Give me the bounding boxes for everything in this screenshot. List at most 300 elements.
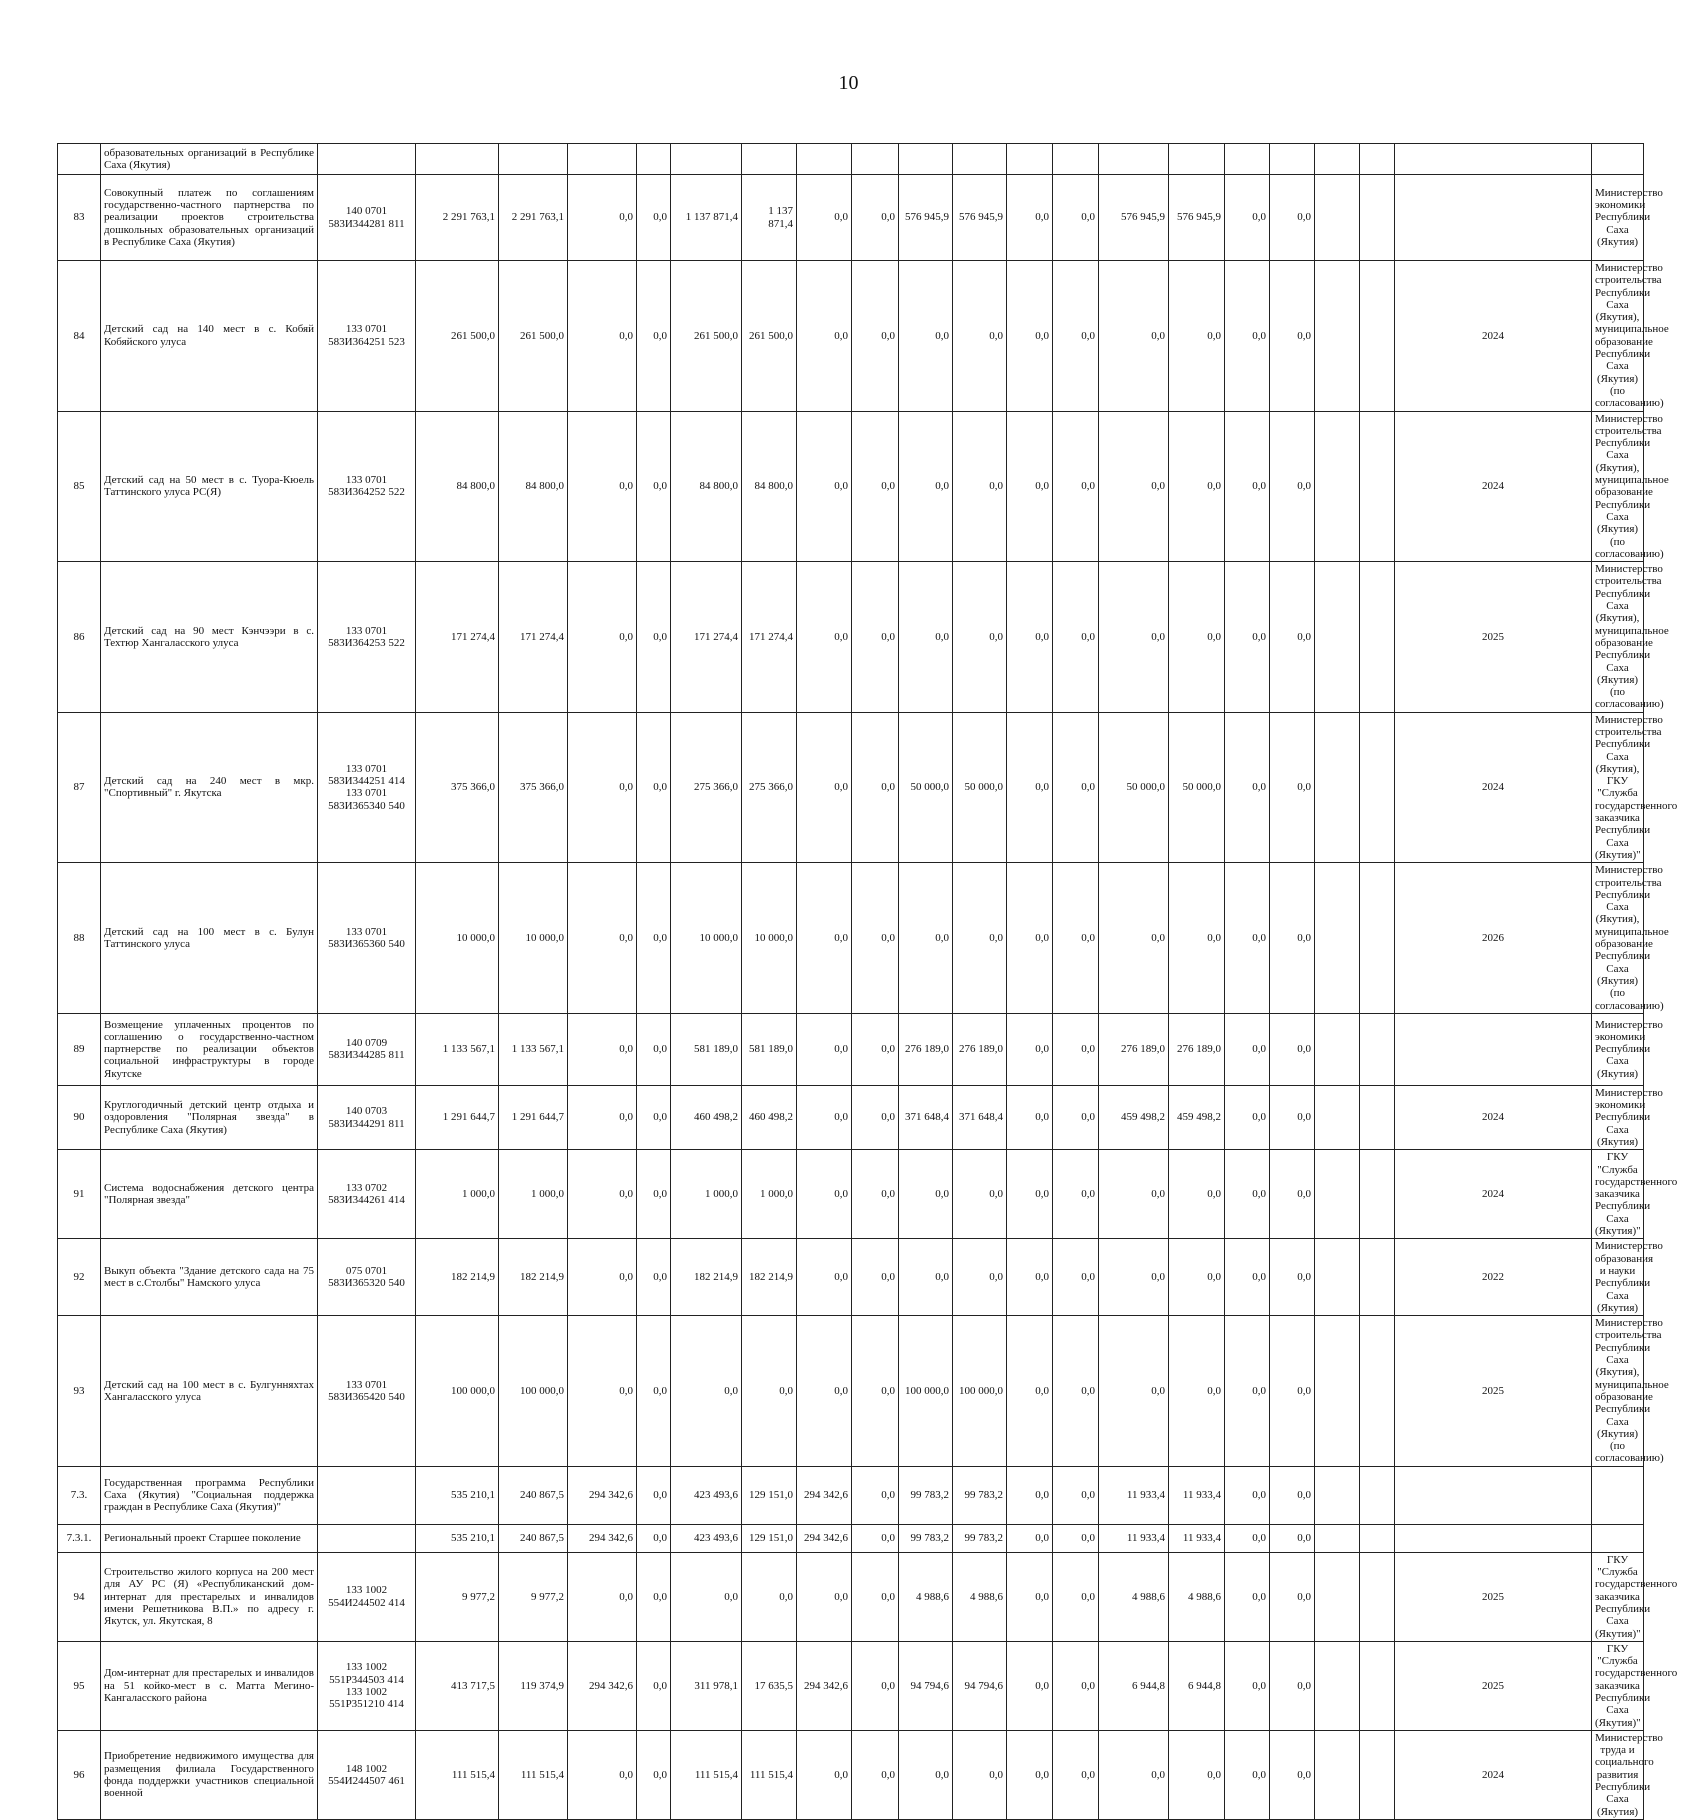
amount-cell: 1 133 567,1: [416, 1013, 499, 1085]
responsible-cell: [1592, 1524, 1644, 1552]
amount-cell: 10 000,0: [671, 863, 742, 1014]
amount-cell: 0,0: [1169, 1239, 1225, 1316]
amount-cell: 0,0: [1270, 1013, 1315, 1085]
table-row: [58, 863, 1644, 1014]
amount-cell: 423 493,6: [671, 1524, 742, 1552]
amount-cell: 0,0: [568, 1552, 637, 1641]
amount-cell: 0,0: [797, 411, 852, 562]
amount-cell: [1315, 144, 1360, 175]
amount-cell: 4 988,6: [1169, 1552, 1225, 1641]
amount-cell: 2 291 763,1: [499, 175, 568, 261]
amount-cell: [1360, 1524, 1395, 1552]
row-name: Дом-интернат для престарелых и инвалидов на 51 койко-мест в с. Матта Мегино-Кангаласского района: [101, 1641, 318, 1730]
amount-cell: [1315, 411, 1360, 562]
amount-cell: [568, 144, 637, 175]
amount-cell: 0,0: [852, 261, 899, 412]
amount-cell: 276 189,0: [1169, 1013, 1225, 1085]
amount-cell: 1 000,0: [499, 1150, 568, 1239]
amount-cell: [1360, 562, 1395, 713]
amount-cell: 0,0: [852, 712, 899, 863]
amount-cell: 0,0: [797, 175, 852, 261]
amount-cell: 0,0: [1169, 1730, 1225, 1819]
amount-cell: 17 635,5: [742, 1641, 797, 1730]
amount-cell: 0,0: [568, 175, 637, 261]
year-cell: 2024: [1395, 1730, 1592, 1819]
amount-cell: [1360, 1316, 1395, 1467]
responsible-cell: Министерство труда и социального развития Республики Саха (Якутия): [1592, 1730, 1644, 1819]
row-name: Региональный проект Старшее поколение: [101, 1524, 318, 1552]
table-row: [58, 562, 1644, 713]
amount-cell: 100 000,0: [499, 1316, 568, 1467]
amount-cell: 0,0: [797, 863, 852, 1014]
amount-cell: 99 783,2: [953, 1466, 1007, 1524]
year-cell: 2025: [1395, 1552, 1592, 1641]
amount-cell: [1360, 1552, 1395, 1641]
amount-cell: 0,0: [637, 1524, 671, 1552]
amount-cell: 0,0: [1169, 261, 1225, 412]
amount-cell: 0,0: [1053, 175, 1099, 261]
amount-cell: 0,0: [1270, 562, 1315, 713]
amount-cell: 0,0: [1270, 261, 1315, 412]
amount-cell: [1360, 1085, 1395, 1149]
row-name: Детский сад на 240 мест в мкр. "Спортивный" г. Якутска: [101, 712, 318, 863]
amount-cell: 0,0: [1053, 1730, 1099, 1819]
amount-cell: 371 648,4: [953, 1085, 1007, 1149]
year-cell: 2024: [1395, 712, 1592, 863]
amount-cell: [1315, 261, 1360, 412]
amount-cell: 0,0: [1270, 175, 1315, 261]
amount-cell: 119 374,9: [499, 1641, 568, 1730]
amount-cell: [1053, 144, 1099, 175]
year-cell: 2024: [1395, 1150, 1592, 1239]
row-name: Система водоснабжения детского центра "Полярная звезда": [101, 1150, 318, 1239]
year-cell: 2025: [1395, 1641, 1592, 1730]
amount-cell: 0,0: [1225, 1524, 1270, 1552]
row-number: 86: [58, 562, 101, 713]
amount-cell: 84 800,0: [671, 411, 742, 562]
amount-cell: 0,0: [1225, 1085, 1270, 1149]
amount-cell: 0,0: [568, 261, 637, 412]
amount-cell: 0,0: [1007, 712, 1053, 863]
amount-cell: 0,0: [637, 1239, 671, 1316]
amount-cell: 0,0: [1225, 1013, 1270, 1085]
amount-cell: 171 274,4: [499, 562, 568, 713]
amount-cell: 0,0: [637, 175, 671, 261]
amount-cell: 0,0: [568, 1730, 637, 1819]
amount-cell: 240 867,5: [499, 1524, 568, 1552]
table-row: [58, 1150, 1644, 1239]
amount-cell: 0,0: [1270, 1524, 1315, 1552]
budget-code: 133 0701 583И365360 540: [318, 863, 416, 1014]
amount-cell: [637, 144, 671, 175]
table-body: [58, 144, 1678, 1820]
budget-code: 133 0702 583И344261 414: [318, 1150, 416, 1239]
row-name: Детский сад на 90 мест Кэнчээри в с. Техтюр Хангаласского улуса: [101, 562, 318, 713]
table-row: [58, 175, 1644, 261]
amount-cell: 0,0: [899, 1730, 953, 1819]
amount-cell: 0,0: [1270, 1239, 1315, 1316]
budget-code: 075 0701 583И365320 540: [318, 1239, 416, 1316]
responsible-cell: Министерство экономики Республики Саха (Якутия): [1592, 1013, 1644, 1085]
amount-cell: [1315, 1466, 1360, 1524]
amount-cell: [1315, 863, 1360, 1014]
amount-cell: 0,0: [797, 1013, 852, 1085]
row-number: 87: [58, 712, 101, 863]
amount-cell: 84 800,0: [416, 411, 499, 562]
responsible-cell: Министерство строительства Республики Саха (Якутия), муниципальное образование Республики Саха (Якутия) (по согласованию): [1592, 411, 1644, 562]
amount-cell: 294 342,6: [797, 1641, 852, 1730]
row-number: 96: [58, 1730, 101, 1819]
amount-cell: 0,0: [1053, 1552, 1099, 1641]
amount-cell: 50 000,0: [899, 712, 953, 863]
amount-cell: 423 493,6: [671, 1466, 742, 1524]
row-name: Совокупный платеж по соглашениям государственно-частного партнерства по реализации проектов строительства дошкольных образовательных организаций в Республике Саха (Якутия): [101, 175, 318, 261]
amount-cell: 0,0: [1169, 1316, 1225, 1467]
budget-code: [318, 144, 416, 175]
amount-cell: 0,0: [1099, 562, 1169, 713]
amount-cell: 0,0: [1007, 1239, 1053, 1316]
budget-code: 140 0709 583И344285 811: [318, 1013, 416, 1085]
amount-cell: 0,0: [899, 562, 953, 713]
amount-cell: [1360, 175, 1395, 261]
amount-cell: 0,0: [852, 411, 899, 562]
amount-cell: 0,0: [671, 1552, 742, 1641]
amount-cell: 0,0: [637, 1552, 671, 1641]
amount-cell: 0,0: [637, 863, 671, 1014]
amount-cell: 0,0: [852, 1316, 899, 1467]
amount-cell: 0,0: [1169, 863, 1225, 1014]
amount-cell: 311 978,1: [671, 1641, 742, 1730]
amount-cell: 111 515,4: [742, 1730, 797, 1819]
responsible-cell: [1592, 144, 1644, 175]
amount-cell: 11 933,4: [1099, 1466, 1169, 1524]
amount-cell: 0,0: [1270, 712, 1315, 863]
responsible-cell: Министерство экономики Республики Саха (Якутия): [1592, 1085, 1644, 1149]
amount-cell: 99 783,2: [899, 1466, 953, 1524]
year-cell: [1395, 144, 1592, 175]
budget-code: 133 0701 583И364252 522: [318, 411, 416, 562]
amount-cell: 171 274,4: [416, 562, 499, 713]
row-number: 93: [58, 1316, 101, 1467]
amount-cell: 0,0: [1225, 562, 1270, 713]
amount-cell: 576 945,9: [1169, 175, 1225, 261]
amount-cell: [1360, 1013, 1395, 1085]
amount-cell: 275 366,0: [671, 712, 742, 863]
amount-cell: 4 988,6: [899, 1552, 953, 1641]
year-cell: 2026: [1395, 863, 1592, 1014]
amount-cell: 294 342,6: [797, 1466, 852, 1524]
amount-cell: 0,0: [953, 863, 1007, 1014]
amount-cell: 182 214,9: [416, 1239, 499, 1316]
amount-cell: 460 498,2: [671, 1085, 742, 1149]
row-number: 88: [58, 863, 101, 1014]
row-number: 83: [58, 175, 101, 261]
amount-cell: 535 210,1: [416, 1524, 499, 1552]
amount-cell: 581 189,0: [671, 1013, 742, 1085]
amount-cell: 1 291 644,7: [416, 1085, 499, 1149]
amount-cell: 0,0: [1225, 175, 1270, 261]
amount-cell: 0,0: [568, 1085, 637, 1149]
amount-cell: 0,0: [1225, 261, 1270, 412]
amount-cell: 0,0: [742, 1552, 797, 1641]
page-number: 10: [838, 72, 859, 94]
amount-cell: 0,0: [1053, 1013, 1099, 1085]
amount-cell: 0,0: [1099, 1316, 1169, 1467]
amount-cell: 182 214,9: [499, 1239, 568, 1316]
amount-cell: 0,0: [1099, 261, 1169, 412]
amount-cell: 0,0: [1225, 1641, 1270, 1730]
amount-cell: 0,0: [797, 1552, 852, 1641]
row-number: 92: [58, 1239, 101, 1316]
amount-cell: 0,0: [1270, 863, 1315, 1014]
table-row: [58, 1316, 1644, 1467]
responsible-cell: Министерство строительства Республики Саха (Якутия), муниципальное образование Республики Саха (Якутия) (по согласованию): [1592, 863, 1644, 1014]
amount-cell: 0,0: [1270, 411, 1315, 562]
amount-cell: 261 500,0: [499, 261, 568, 412]
amount-cell: 576 945,9: [953, 175, 1007, 261]
amount-cell: 0,0: [1053, 1316, 1099, 1467]
amount-cell: 261 500,0: [671, 261, 742, 412]
amount-cell: 0,0: [568, 1239, 637, 1316]
amount-cell: 182 214,9: [742, 1239, 797, 1316]
amount-cell: 10 000,0: [416, 863, 499, 1014]
amount-cell: 0,0: [1225, 863, 1270, 1014]
amount-cell: 11 933,4: [1099, 1524, 1169, 1552]
amount-cell: 0,0: [637, 1013, 671, 1085]
amount-cell: 0,0: [1007, 261, 1053, 412]
amount-cell: 0,0: [852, 1239, 899, 1316]
amount-cell: [1360, 863, 1395, 1014]
amount-cell: [1315, 1013, 1360, 1085]
table-row: [58, 1641, 1644, 1730]
row-name: Возмещение уплаченных процентов по соглашению о государственно-частном партнерстве по реализации объектов социальной инфраструктуры в городе Якутске: [101, 1013, 318, 1085]
amount-cell: 0,0: [852, 1466, 899, 1524]
row-name: Приобретение недвижимого имущества для размещения филиала Государственного фонда поддержки участников специальной военной: [101, 1730, 318, 1819]
table-row: [58, 144, 1644, 175]
amount-cell: 0,0: [1225, 1239, 1270, 1316]
amount-cell: 0,0: [1270, 1466, 1315, 1524]
amount-cell: 0,0: [852, 1013, 899, 1085]
amount-cell: [1360, 1641, 1395, 1730]
amount-cell: 1 291 644,7: [499, 1085, 568, 1149]
amount-cell: [1315, 175, 1360, 261]
amount-cell: 84 800,0: [742, 411, 797, 562]
amount-cell: 94 794,6: [953, 1641, 1007, 1730]
year-cell: 2024: [1395, 411, 1592, 562]
amount-cell: 0,0: [1225, 411, 1270, 562]
amount-cell: 0,0: [852, 1150, 899, 1239]
amount-cell: 0,0: [637, 261, 671, 412]
amount-cell: [1225, 144, 1270, 175]
amount-cell: [1360, 261, 1395, 412]
amount-cell: 0,0: [953, 1150, 1007, 1239]
amount-cell: 0,0: [953, 562, 1007, 713]
year-cell: 2025: [1395, 562, 1592, 713]
amount-cell: 276 189,0: [899, 1013, 953, 1085]
amount-cell: [742, 144, 797, 175]
amount-cell: 50 000,0: [953, 712, 1007, 863]
table-row: [58, 1013, 1644, 1085]
table-row: [58, 1085, 1644, 1149]
amount-cell: 0,0: [1270, 1085, 1315, 1149]
amount-cell: 10 000,0: [742, 863, 797, 1014]
amount-cell: 0,0: [1007, 1552, 1053, 1641]
amount-cell: 0,0: [1053, 1641, 1099, 1730]
row-name: Детский сад на 100 мест в с. Булун Таттинского улуса: [101, 863, 318, 1014]
amount-cell: 0,0: [1270, 1150, 1315, 1239]
row-number: 94: [58, 1552, 101, 1641]
amount-cell: 0,0: [899, 261, 953, 412]
year-cell: 2024: [1395, 1085, 1592, 1149]
amount-cell: 0,0: [797, 261, 852, 412]
amount-cell: 0,0: [1053, 1150, 1099, 1239]
responsible-cell: Министерство строительства Республики Саха (Якутия), ГКУ "Служба государственного заказчика Республики Саха (Якутия)": [1592, 712, 1644, 863]
amount-cell: 2 291 763,1: [416, 175, 499, 261]
row-number: 84: [58, 261, 101, 412]
amount-cell: [953, 144, 1007, 175]
amount-cell: [1007, 144, 1053, 175]
amount-cell: 0,0: [637, 1085, 671, 1149]
amount-cell: 0,0: [1007, 863, 1053, 1014]
amount-cell: 1 000,0: [416, 1150, 499, 1239]
amount-cell: 6 944,8: [1169, 1641, 1225, 1730]
amount-cell: 276 189,0: [953, 1013, 1007, 1085]
amount-cell: 0,0: [852, 562, 899, 713]
row-name: Государственная программа Республики Саха (Якутия) "Социальная поддержка граждан в Республике Саха (Якутия)": [101, 1466, 318, 1524]
amount-cell: 4 988,6: [1099, 1552, 1169, 1641]
table-row: [58, 1730, 1644, 1819]
amount-cell: [1315, 562, 1360, 713]
amount-cell: 0,0: [1270, 1316, 1315, 1467]
row-number: 7.3.1.: [58, 1524, 101, 1552]
amount-cell: 0,0: [852, 1085, 899, 1149]
amount-cell: 4 988,6: [953, 1552, 1007, 1641]
year-cell: 2024: [1395, 261, 1592, 412]
amount-cell: 0,0: [637, 1150, 671, 1239]
budget-code: 133 0701 583И365420 540: [318, 1316, 416, 1467]
amount-cell: 0,0: [953, 411, 1007, 562]
amount-cell: [499, 144, 568, 175]
amount-cell: 413 717,5: [416, 1641, 499, 1730]
responsible-cell: ГКУ "Служба государственного заказчика Республики Саха (Якутия)": [1592, 1150, 1644, 1239]
row-name: Строительство жилого корпуса на 200 мест для АУ РС (Я) «Республиканский дом-интернат для престарелых и инвалидов имени Решетникова В.П.» по адресу г. Якутск, ул. Якутская, 8: [101, 1552, 318, 1641]
amount-cell: 0,0: [1007, 411, 1053, 562]
amount-cell: 0,0: [797, 1150, 852, 1239]
amount-cell: 0,0: [797, 1085, 852, 1149]
amount-cell: 0,0: [953, 1730, 1007, 1819]
year-cell: [1395, 175, 1592, 261]
amount-cell: 1 137 871,4: [671, 175, 742, 261]
amount-cell: 0,0: [568, 562, 637, 713]
amount-cell: 6 944,8: [1099, 1641, 1169, 1730]
table-row: [58, 1466, 1644, 1524]
amount-cell: [1315, 1239, 1360, 1316]
amount-cell: 0,0: [797, 1730, 852, 1819]
amount-cell: 0,0: [1225, 1316, 1270, 1467]
amount-cell: 459 498,2: [1099, 1085, 1169, 1149]
amount-cell: 0,0: [1270, 1552, 1315, 1641]
amount-cell: 0,0: [1169, 1150, 1225, 1239]
amount-cell: 0,0: [637, 411, 671, 562]
budget-code: 133 1002 554И244502 414: [318, 1552, 416, 1641]
amount-cell: 0,0: [1169, 562, 1225, 713]
amount-cell: 0,0: [852, 175, 899, 261]
amount-cell: [671, 144, 742, 175]
amount-cell: 99 783,2: [899, 1524, 953, 1552]
amount-cell: 535 210,1: [416, 1466, 499, 1524]
budget-code: 140 0703 583И344291 811: [318, 1085, 416, 1149]
responsible-cell: ГКУ "Служба государственного заказчика Республики Саха (Якутия)": [1592, 1552, 1644, 1641]
amount-cell: 0,0: [1225, 1150, 1270, 1239]
budget-code: 148 1002 554И244507 461: [318, 1730, 416, 1819]
responsible-cell: Министерство строительства Республики Саха (Якутия), муниципальное образование Республики Саха (Якутия) (по согласованию): [1592, 261, 1644, 412]
amount-cell: 0,0: [899, 1150, 953, 1239]
responsible-cell: Министерство строительства Республики Саха (Якутия), муниципальное образование Республики Саха (Якутия) (по согласованию): [1592, 1316, 1644, 1467]
row-name: Детский сад на 140 мест в с. Кобяй Кобяйского улуса: [101, 261, 318, 412]
amount-cell: 100 000,0: [416, 1316, 499, 1467]
amount-cell: 0,0: [568, 863, 637, 1014]
amount-cell: 0,0: [637, 1641, 671, 1730]
amount-cell: [1360, 1730, 1395, 1819]
amount-cell: 459 498,2: [1169, 1085, 1225, 1149]
amount-cell: [1315, 1552, 1360, 1641]
amount-cell: 9 977,2: [499, 1552, 568, 1641]
amount-cell: 460 498,2: [742, 1085, 797, 1149]
amount-cell: [1315, 1730, 1360, 1819]
program-table: [57, 143, 1678, 1820]
amount-cell: 0,0: [568, 712, 637, 863]
row-name: Детский сад на 50 мест в с. Туора-Кюель Таттинского улуса РС(Я): [101, 411, 318, 562]
amount-cell: 0,0: [1099, 411, 1169, 562]
amount-cell: [1360, 712, 1395, 863]
amount-cell: 0,0: [568, 1316, 637, 1467]
amount-cell: [1270, 144, 1315, 175]
amount-cell: 0,0: [637, 1316, 671, 1467]
amount-cell: 111 515,4: [671, 1730, 742, 1819]
responsible-cell: Министерство строительства Республики Саха (Якутия), муниципальное образование Республики Саха (Якутия) (по согласованию): [1592, 562, 1644, 713]
amount-cell: 0,0: [899, 411, 953, 562]
amount-cell: 50 000,0: [1099, 712, 1169, 863]
table-row: [58, 1239, 1644, 1316]
amount-cell: [1360, 1150, 1395, 1239]
amount-cell: 0,0: [1053, 1524, 1099, 1552]
amount-cell: 0,0: [797, 1316, 852, 1467]
amount-cell: 294 342,6: [568, 1641, 637, 1730]
budget-code: [318, 1466, 416, 1524]
amount-cell: 0,0: [899, 863, 953, 1014]
amount-cell: 294 342,6: [797, 1524, 852, 1552]
year-cell: 2025: [1395, 1316, 1592, 1467]
amount-cell: 0,0: [1225, 1466, 1270, 1524]
amount-cell: [852, 144, 899, 175]
row-name: образовательных организаций в Республике Саха (Якутия): [101, 144, 318, 175]
year-cell: [1395, 1013, 1592, 1085]
amount-cell: 0,0: [1007, 1524, 1053, 1552]
amount-cell: 0,0: [852, 1552, 899, 1641]
amount-cell: 0,0: [1053, 1466, 1099, 1524]
amount-cell: 294 342,6: [568, 1466, 637, 1524]
amount-cell: 0,0: [1053, 261, 1099, 412]
amount-cell: 0,0: [1007, 1150, 1053, 1239]
amount-cell: [1315, 1316, 1360, 1467]
amount-cell: [1360, 411, 1395, 562]
amount-cell: 0,0: [1007, 562, 1053, 713]
responsible-cell: Министерство экономики Республики Саха (Якутия): [1592, 175, 1644, 261]
amount-cell: 171 274,4: [671, 562, 742, 713]
amount-cell: [899, 144, 953, 175]
amount-cell: [416, 144, 499, 175]
amount-cell: 100 000,0: [899, 1316, 953, 1467]
